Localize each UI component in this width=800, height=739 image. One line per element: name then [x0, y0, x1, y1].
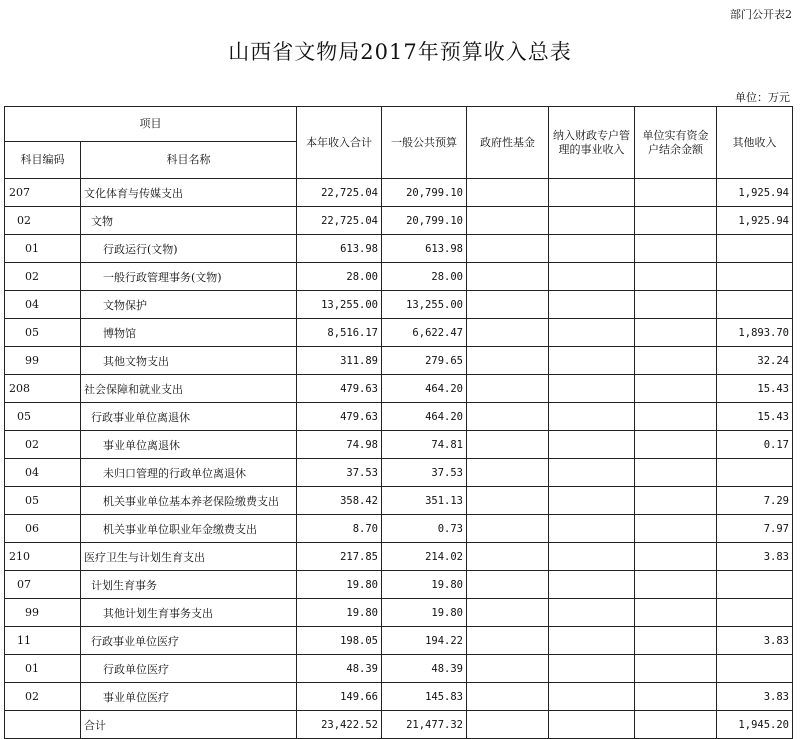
- cell-total: 8.70: [297, 515, 382, 543]
- cell-fund: [467, 235, 549, 263]
- cell-other: 15.43: [717, 403, 793, 431]
- row-code: 04: [5, 291, 81, 319]
- cell-general: 20,799.10: [382, 207, 467, 235]
- cell-balance: [635, 543, 717, 571]
- table-row: [5, 655, 793, 683]
- cell-general: 464.20: [382, 375, 467, 403]
- cell-fund: [467, 431, 549, 459]
- row-name: 行政事业单位离退休: [81, 403, 297, 431]
- table-row: [5, 683, 793, 711]
- cell-total: 217.85: [297, 543, 382, 571]
- cell-fund: [467, 291, 549, 319]
- cell-special: [549, 431, 635, 459]
- table-row: [5, 571, 793, 599]
- cell-general: 19.80: [382, 571, 467, 599]
- table-row: [5, 543, 793, 571]
- cell-other: 7.29: [717, 487, 793, 515]
- cell-general: 20,799.10: [382, 179, 467, 207]
- cell-balance: [635, 655, 717, 683]
- row-code: 01: [5, 235, 81, 263]
- row-code: 01: [5, 655, 81, 683]
- cell-balance: [635, 515, 717, 543]
- table-row: [5, 207, 793, 235]
- table-row: [5, 459, 793, 487]
- table-row: [5, 627, 793, 655]
- cell-balance: [635, 683, 717, 711]
- cell-fund: [467, 375, 549, 403]
- table-row: [5, 347, 793, 375]
- table-row: [5, 235, 793, 263]
- cell-fund: [467, 683, 549, 711]
- table-row: [5, 263, 793, 291]
- cell-other: [717, 291, 793, 319]
- row-name: 一般行政管理事务(文物): [81, 263, 297, 291]
- cell-special: [549, 683, 635, 711]
- cell-other: 3.83: [717, 683, 793, 711]
- row-name: 其他计划生育事务支出: [81, 599, 297, 627]
- cell-balance: [635, 319, 717, 347]
- cell-fund: [467, 263, 549, 291]
- cell-general: 194.22: [382, 627, 467, 655]
- row-code: 05: [5, 487, 81, 515]
- cell-general: 0.73: [382, 515, 467, 543]
- row-name: 事业单位离退休: [81, 431, 297, 459]
- header-other: 其他收入: [717, 107, 793, 179]
- cell-balance: [635, 263, 717, 291]
- cell-general: 74.81: [382, 431, 467, 459]
- cell-special: [549, 235, 635, 263]
- cell-total: 479.63: [297, 375, 382, 403]
- cell-other: [717, 655, 793, 683]
- cell-general: 13,255.00: [382, 291, 467, 319]
- cell-balance: [635, 487, 717, 515]
- cell-fund: [467, 207, 549, 235]
- table-row: [5, 179, 793, 207]
- row-name: 合计: [81, 711, 297, 739]
- row-code: 99: [5, 347, 81, 375]
- cell-fund: [467, 711, 549, 739]
- cell-fund: [467, 487, 549, 515]
- cell-special: [549, 655, 635, 683]
- row-name: 社会保障和就业支出: [81, 375, 297, 403]
- cell-total: 13,255.00: [297, 291, 382, 319]
- row-code: 208: [5, 375, 81, 403]
- cell-general: 613.98: [382, 235, 467, 263]
- header-total: 本年收入合计: [297, 107, 382, 179]
- cell-special: [549, 543, 635, 571]
- cell-fund: [467, 543, 549, 571]
- row-name: 机关事业单位基本养老保险缴费支出: [81, 487, 297, 515]
- cell-other: [717, 263, 793, 291]
- row-name: 行政事业单位医疗: [81, 627, 297, 655]
- budget-table: [4, 106, 793, 739]
- cell-special: [549, 347, 635, 375]
- table-body: [5, 179, 793, 739]
- cell-special: [549, 459, 635, 487]
- page-title: 山西省文物局2017年预算收入总表: [228, 40, 572, 64]
- row-name: 其他文物支出: [81, 347, 297, 375]
- header-name: 科目名称: [81, 142, 297, 179]
- row-code: 07: [5, 571, 81, 599]
- row-code: 05: [5, 319, 81, 347]
- cell-balance: [635, 375, 717, 403]
- unit-label: 单位：万元: [735, 91, 790, 104]
- cell-balance: [635, 459, 717, 487]
- row-code: 207: [5, 179, 81, 207]
- row-code: 02: [5, 207, 81, 235]
- cell-special: [549, 711, 635, 739]
- cell-total: 358.42: [297, 487, 382, 515]
- cell-general: 351.13: [382, 487, 467, 515]
- cell-total: 48.39: [297, 655, 382, 683]
- row-code: 05: [5, 403, 81, 431]
- cell-general: 37.53: [382, 459, 467, 487]
- cell-general: 214.02: [382, 543, 467, 571]
- row-code: 210: [5, 543, 81, 571]
- cell-other: 15.43: [717, 375, 793, 403]
- cell-fund: [467, 319, 549, 347]
- row-name: 事业单位医疗: [81, 683, 297, 711]
- cell-general: 21,477.32: [382, 711, 467, 739]
- cell-total: 19.80: [297, 599, 382, 627]
- cell-fund: [467, 459, 549, 487]
- cell-fund: [467, 627, 549, 655]
- row-code: [5, 711, 81, 739]
- cell-special: [549, 571, 635, 599]
- cell-general: 145.83: [382, 683, 467, 711]
- cell-general: 28.00: [382, 263, 467, 291]
- row-code: 02: [5, 263, 81, 291]
- cell-balance: [635, 179, 717, 207]
- cell-special: [549, 319, 635, 347]
- table-row: [5, 319, 793, 347]
- cell-total: 37.53: [297, 459, 382, 487]
- cell-balance: [635, 403, 717, 431]
- table-row: [5, 599, 793, 627]
- document-tag: 部门公开表2: [730, 8, 792, 21]
- cell-total: 19.80: [297, 571, 382, 599]
- header-general: 一般公共预算: [382, 107, 467, 179]
- cell-other: [717, 459, 793, 487]
- cell-general: 464.20: [382, 403, 467, 431]
- row-name: 文物: [81, 207, 297, 235]
- cell-balance: [635, 599, 717, 627]
- cell-total: 28.00: [297, 263, 382, 291]
- table-row: [5, 375, 793, 403]
- cell-special: [549, 291, 635, 319]
- cell-total: 613.98: [297, 235, 382, 263]
- header-project: 项目: [5, 107, 297, 142]
- table-row: [5, 487, 793, 515]
- header-special: 纳入财政专户管理的事业收入: [549, 107, 635, 179]
- cell-other: 7.97: [717, 515, 793, 543]
- row-name: 机关事业单位职业年金缴费支出: [81, 515, 297, 543]
- cell-special: [549, 179, 635, 207]
- cell-balance: [635, 235, 717, 263]
- cell-fund: [467, 655, 549, 683]
- row-code: 99: [5, 599, 81, 627]
- cell-other: 32.24: [717, 347, 793, 375]
- row-name: 医疗卫生与计划生育支出: [81, 543, 297, 571]
- cell-other: 1,925.94: [717, 179, 793, 207]
- cell-special: [549, 207, 635, 235]
- cell-other: 3.83: [717, 627, 793, 655]
- row-name: 计划生育事务: [81, 571, 297, 599]
- cell-total: 23,422.52: [297, 711, 382, 739]
- table-row: [5, 515, 793, 543]
- row-name: 文化体育与传媒支出: [81, 179, 297, 207]
- cell-total: 22,725.04: [297, 179, 382, 207]
- row-code: 02: [5, 431, 81, 459]
- cell-special: [549, 515, 635, 543]
- header-code: 科目编码: [5, 142, 81, 179]
- cell-fund: [467, 403, 549, 431]
- cell-total: 149.66: [297, 683, 382, 711]
- cell-other: 1,925.94: [717, 207, 793, 235]
- row-code: 04: [5, 459, 81, 487]
- cell-other: [717, 235, 793, 263]
- cell-total: 74.98: [297, 431, 382, 459]
- cell-special: [549, 403, 635, 431]
- cell-balance: [635, 207, 717, 235]
- cell-balance: [635, 627, 717, 655]
- row-name: 博物馆: [81, 319, 297, 347]
- cell-other: 0.17: [717, 431, 793, 459]
- row-code: 02: [5, 683, 81, 711]
- table-row: [5, 403, 793, 431]
- cell-general: 19.80: [382, 599, 467, 627]
- cell-special: [549, 627, 635, 655]
- cell-general: 48.39: [382, 655, 467, 683]
- cell-other: [717, 571, 793, 599]
- cell-special: [549, 263, 635, 291]
- table-row: [5, 291, 793, 319]
- cell-balance: [635, 571, 717, 599]
- cell-fund: [467, 571, 549, 599]
- cell-fund: [467, 347, 549, 375]
- cell-balance: [635, 431, 717, 459]
- cell-balance: [635, 291, 717, 319]
- cell-fund: [467, 599, 549, 627]
- cell-fund: [467, 515, 549, 543]
- row-name: 行政运行(文物): [81, 235, 297, 263]
- cell-balance: [635, 347, 717, 375]
- cell-other: [717, 599, 793, 627]
- cell-general: 279.65: [382, 347, 467, 375]
- cell-total: 479.63: [297, 403, 382, 431]
- cell-total: 198.05: [297, 627, 382, 655]
- cell-special: [549, 599, 635, 627]
- table-row: [5, 711, 793, 739]
- header-balance: 单位实有资金户结余金额: [635, 107, 717, 179]
- cell-other: 1,945.20: [717, 711, 793, 739]
- header-fund: 政府性基金: [467, 107, 549, 179]
- cell-general: 6,622.47: [382, 319, 467, 347]
- row-code: 11: [5, 627, 81, 655]
- cell-balance: [635, 711, 717, 739]
- row-code: 06: [5, 515, 81, 543]
- row-name: 文物保护: [81, 291, 297, 319]
- cell-other: 3.83: [717, 543, 793, 571]
- table-row: [5, 431, 793, 459]
- cell-total: 8,516.17: [297, 319, 382, 347]
- cell-fund: [467, 179, 549, 207]
- cell-special: [549, 375, 635, 403]
- cell-total: 311.89: [297, 347, 382, 375]
- row-name: 行政单位医疗: [81, 655, 297, 683]
- cell-special: [549, 487, 635, 515]
- cell-total: 22,725.04: [297, 207, 382, 235]
- row-name: 未归口管理的行政单位离退休: [81, 459, 297, 487]
- cell-other: 1,893.70: [717, 319, 793, 347]
